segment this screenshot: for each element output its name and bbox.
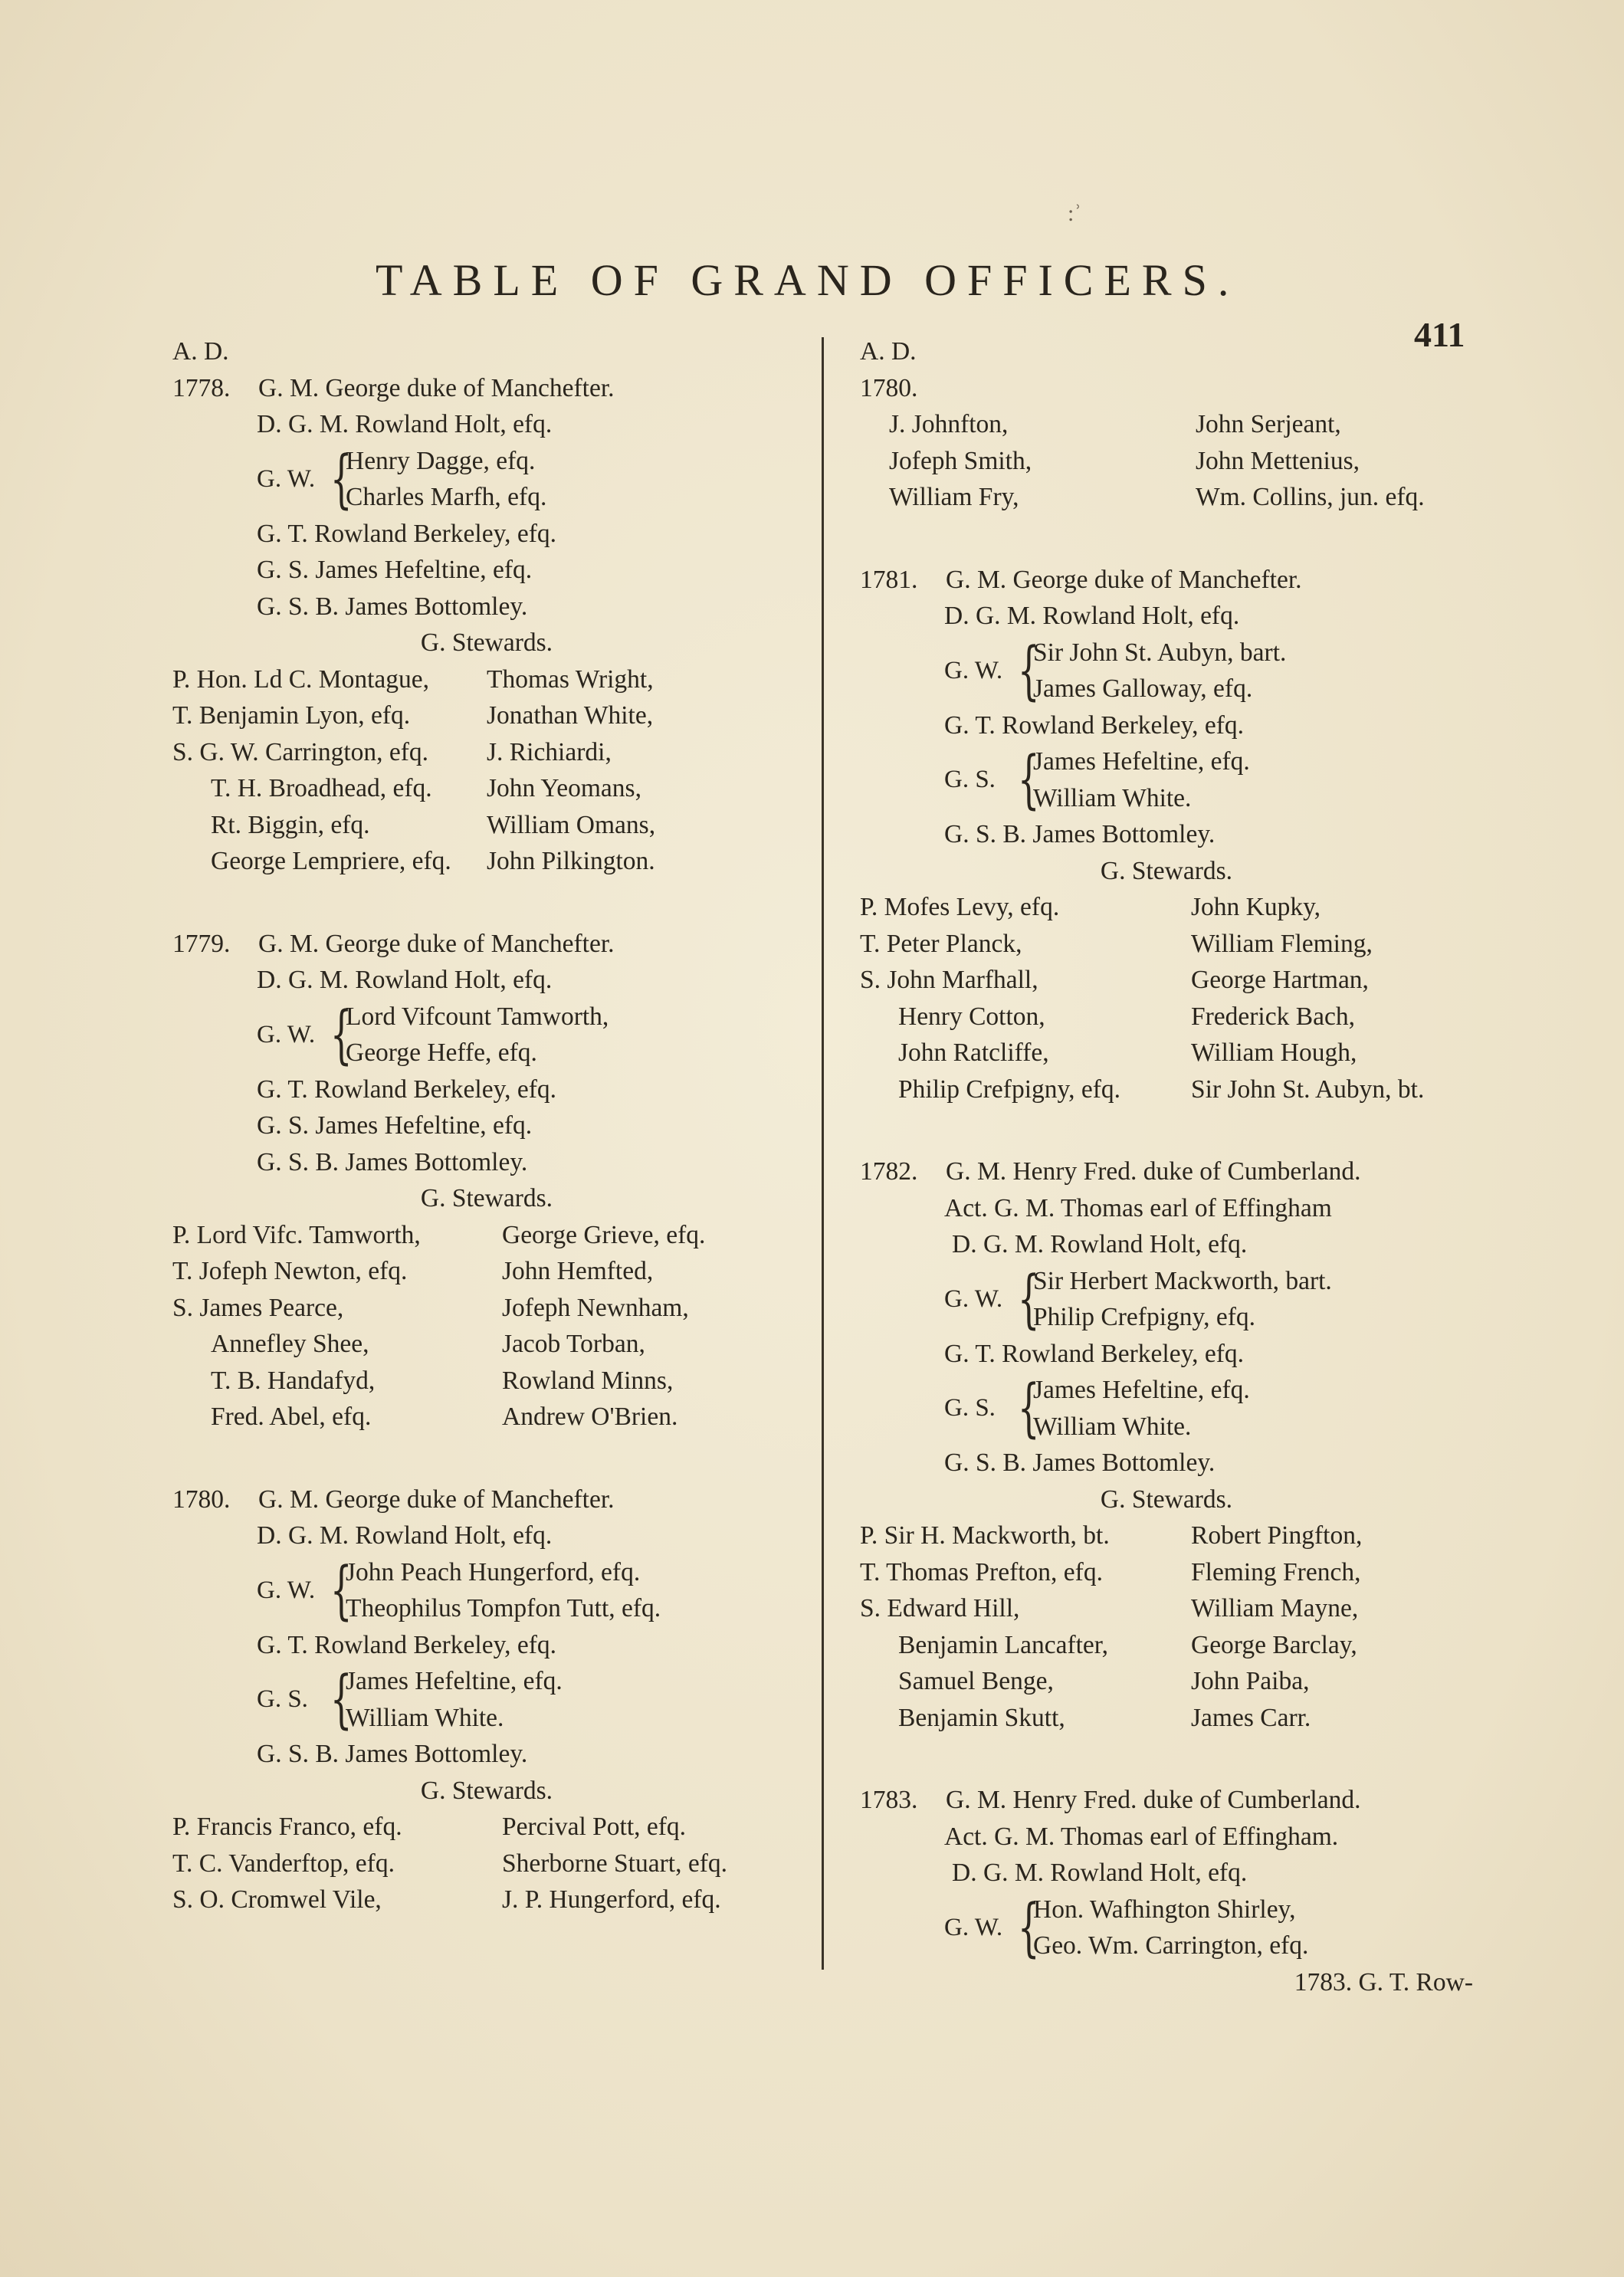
- grand-master: G. M. George duke of Manchefter.: [258, 1485, 615, 1514]
- grand-sword-bearer: G. S. B. James Bottomley.: [257, 592, 528, 621]
- steward: S. John Marfhall,: [860, 966, 1038, 994]
- entry-1782: [860, 1153, 1473, 1736]
- stewards-heading: G. Stewards.: [1100, 1485, 1233, 1514]
- grand-secretary: William White.: [1033, 783, 1192, 812]
- grand-wardens: [860, 635, 1473, 707]
- grand-treasurer: G. T. Rowland Berkeley, efq.: [257, 1075, 557, 1104]
- grand-treasurer: G. T. Rowland Berkeley, efq.: [257, 1630, 557, 1659]
- grand-warden: Hon. Wafhington Shirley,: [1033, 1895, 1296, 1924]
- grand-wardens-label: G. W.: [944, 656, 1003, 684]
- grand-warden: Sir John St. Aubyn, bart.: [1033, 638, 1287, 667]
- entry-1781: [860, 562, 1473, 1108]
- steward: Benjamin Skutt,: [898, 1703, 1065, 1732]
- grand-secretaries-label: G. S.: [944, 766, 996, 793]
- steward: Robert Pingfton,: [1191, 1521, 1363, 1550]
- steward: P. Hon. Ld C. Montague,: [172, 664, 429, 694]
- steward: Andrew O'Brien.: [502, 1403, 678, 1431]
- steward: T. H. Broadhead, efq.: [211, 774, 432, 802]
- grand-secretary: G. S. James Hefeltine, efq.: [257, 556, 533, 584]
- steward: Frederick Bach,: [1191, 1002, 1355, 1031]
- catchword: 1783. G. T. Row-: [1294, 1967, 1473, 1996]
- brace-icon: {: [330, 442, 353, 516]
- steward: Jofeph Smith,: [889, 446, 1032, 475]
- steward: J. P. Hungerford, efq.: [502, 1885, 721, 1914]
- grand-secretary: James Hefeltine, efq.: [1033, 747, 1250, 776]
- steward: George Hartman,: [1191, 966, 1369, 994]
- grand-wardens-label: G. W.: [257, 464, 316, 493]
- stewards-heading: G. Stewards.: [1100, 856, 1233, 885]
- page-mark: :ʾ: [1068, 201, 1082, 226]
- steward: T. Benjamin Lyon, efq.: [172, 701, 411, 730]
- steward: William Mayne,: [1191, 1594, 1359, 1622]
- brace-icon: {: [1017, 1891, 1040, 1964]
- steward: Thomas Wright,: [487, 664, 654, 694]
- grand-wardens: [172, 999, 801, 1071]
- column-divider: [822, 337, 824, 1970]
- grand-warden: John Peach Hungerford, efq.: [346, 1557, 641, 1586]
- deputy-grand-master: D. G. M. Rowland Holt, efq.: [257, 966, 553, 994]
- steward: Samuel Benge,: [898, 1667, 1054, 1695]
- steward: Percival Pott, efq.: [502, 1813, 687, 1841]
- stewards-row: [172, 734, 801, 771]
- grand-master: G. M. George duke of Manchefter.: [258, 929, 615, 958]
- grand-warden: Henry Dagge, efq.: [346, 446, 536, 475]
- grand-secretaries-label: G. S.: [944, 1394, 996, 1422]
- steward: P. Mofes Levy, efq.: [860, 893, 1060, 921]
- grand-warden: Geo. Wm. Carrington, efq.: [1033, 1931, 1309, 1960]
- left-column: [172, 333, 801, 1918]
- steward: William Omans,: [487, 810, 656, 839]
- year-label: 1782.: [860, 1157, 918, 1186]
- steward: George Barclay,: [1191, 1630, 1357, 1659]
- steward: William Hough,: [1191, 1038, 1357, 1067]
- entry-1780: [172, 1481, 801, 1918]
- deputy-grand-master: D. G. M. Rowland Holt, efq.: [257, 1521, 553, 1550]
- deputy-grand-master: D. G. M. Rowland Holt, efq.: [257, 410, 553, 438]
- grand-sword-bearer: G. S. B. James Bottomley.: [257, 1147, 528, 1176]
- steward: Sir John St. Aubyn, bt.: [1191, 1075, 1425, 1104]
- grand-treasurer: G. T. Rowland Berkeley, efq.: [257, 519, 557, 548]
- steward: John Mettenius,: [1196, 446, 1360, 475]
- deputy-grand-master: D. G. M. Rowland Holt, efq.: [952, 1859, 1248, 1887]
- grand-master: G. M. George duke of Manchefter.: [946, 565, 1302, 594]
- stewards-row: [172, 770, 801, 807]
- steward: William Fleming,: [1191, 929, 1373, 958]
- stewards-row: [172, 1290, 801, 1327]
- steward: J. Richiardi,: [487, 737, 612, 766]
- stewards-row: [172, 1846, 801, 1882]
- stewards-row: [860, 1627, 1473, 1664]
- steward: T. B. Handafyd,: [211, 1366, 376, 1395]
- brace-icon: {: [1017, 743, 1040, 816]
- grand-wardens-label: G. W.: [257, 1020, 316, 1048]
- stewards-row: [172, 1253, 801, 1290]
- stewards-heading: G. Stewards.: [420, 1184, 553, 1212]
- grand-wardens: [172, 1554, 801, 1627]
- steward: Philip Crefpigny, efq.: [898, 1075, 1120, 1104]
- steward: John Hemfted,: [502, 1257, 654, 1285]
- grand-secretaries: [172, 1663, 801, 1736]
- acting-grand-master: Act. G. M. Thomas earl of Effingham: [944, 1193, 1332, 1222]
- stewards-row: [860, 1035, 1473, 1071]
- stewards-row: [860, 926, 1473, 963]
- stewards-heading: G. Stewards.: [420, 1776, 553, 1805]
- grand-warden: James Galloway, efq.: [1033, 674, 1253, 703]
- steward: John Pilkington.: [487, 847, 655, 875]
- steward: J. Johnfton,: [889, 410, 1009, 438]
- grand-secretary: William White.: [1033, 1412, 1192, 1441]
- steward: Rowland Minns,: [502, 1366, 674, 1395]
- steward: John Ratcliffe,: [898, 1038, 1049, 1067]
- grand-treasurer: G. T. Rowland Berkeley, efq.: [944, 710, 1245, 740]
- stewards-row: [172, 661, 801, 698]
- grand-secretary: James Hefeltine, efq.: [346, 1667, 563, 1695]
- steward: Jofeph Newnham,: [502, 1293, 689, 1322]
- grand-wardens: [172, 443, 801, 516]
- grand-warden: Charles Marfh, efq.: [346, 483, 547, 511]
- steward: S. O. Cromwel Vile,: [172, 1885, 382, 1914]
- grand-wardens: [860, 1263, 1473, 1336]
- stewards-row: [860, 1071, 1473, 1108]
- stewards-heading: G. Stewards.: [420, 628, 553, 657]
- deputy-grand-master: D. G. M. Rowland Holt, efq.: [952, 1230, 1248, 1258]
- steward: George Grieve, efq.: [502, 1220, 706, 1249]
- steward: Henry Cotton,: [898, 1002, 1045, 1031]
- page-number: 411: [1414, 315, 1465, 354]
- steward: James Carr.: [1191, 1703, 1311, 1732]
- steward: Wm. Collins, jun. efq.: [1196, 483, 1425, 511]
- brace-icon: {: [330, 1663, 353, 1736]
- steward: Jacob Torban,: [502, 1330, 645, 1358]
- entry-1778: [172, 370, 801, 880]
- grand-warden: George Heffe, efq.: [346, 1038, 537, 1067]
- page-title: TABLE OF GRAND OFFICERS.: [376, 255, 1240, 305]
- grand-treasurer: G. T. Rowland Berkeley, efq.: [944, 1339, 1245, 1368]
- steward: Rt. Biggin, efq.: [211, 810, 370, 839]
- steward: S. Edward Hill,: [860, 1594, 1020, 1622]
- year-label: 1780.: [172, 1485, 231, 1514]
- stewards-row: [172, 1363, 801, 1399]
- right-column: [860, 333, 1473, 2000]
- grand-sword-bearer: G. S. B. James Bottomley.: [944, 820, 1216, 848]
- grand-secretaries-label: G. S.: [257, 1685, 308, 1713]
- brace-icon: {: [1017, 1262, 1040, 1336]
- grand-sword-bearer: G. S. B. James Bottomley.: [257, 1740, 528, 1768]
- steward: Benjamin Lancafter,: [898, 1630, 1108, 1659]
- year-label: 1781.: [860, 565, 918, 594]
- stewards-row: [860, 1590, 1473, 1627]
- grand-wardens-label: G. W.: [257, 1576, 316, 1604]
- stewards-row: [172, 1399, 801, 1435]
- steward: P. Lord Vifc. Tamworth,: [172, 1220, 421, 1249]
- ad-heading: A. D.: [172, 337, 229, 366]
- stewards-row: [172, 1809, 801, 1846]
- entry-1783: [860, 1782, 1473, 2000]
- grand-secretary: G. S. James Hefeltine, efq.: [257, 1111, 533, 1140]
- steward: William Fry,: [889, 483, 1019, 511]
- steward: Fleming French,: [1191, 1557, 1361, 1586]
- grand-warden: Theophilus Tompfon Tutt, efq.: [346, 1594, 661, 1622]
- steward: T. C. Vanderftop, efq.: [172, 1849, 395, 1878]
- entry-1780-continued: [860, 370, 1473, 516]
- steward: Sherborne Stuart, efq.: [502, 1849, 727, 1878]
- steward: T. Jofeph Newton, efq.: [172, 1257, 408, 1285]
- grand-wardens-label: G. W.: [944, 1285, 1003, 1313]
- steward: John Kupky,: [1191, 893, 1321, 921]
- stewards-row: [172, 1326, 801, 1363]
- stewards-row: [860, 1663, 1473, 1700]
- grand-master: G. M. Henry Fred. duke of Cumberland.: [946, 1157, 1361, 1186]
- brace-icon: {: [1017, 1372, 1040, 1445]
- steward: T. Thomas Prefton, efq.: [860, 1557, 1103, 1586]
- entry-1779: [172, 926, 801, 1435]
- grand-wardens: [860, 1891, 1473, 1964]
- stewards-row: [172, 807, 801, 844]
- stewards-row: [860, 889, 1473, 926]
- stewards-row: [860, 479, 1473, 516]
- steward: S. G. W. Carrington, efq.: [172, 737, 429, 766]
- grand-master: G. M. Henry Fred. duke of Cumberland.: [946, 1786, 1361, 1814]
- steward: Jonathan White,: [487, 701, 654, 730]
- steward: T. Peter Planck,: [860, 929, 1022, 958]
- grand-secretaries: [860, 1372, 1473, 1445]
- steward: P. Sir H. Mackworth, bt.: [860, 1521, 1110, 1550]
- stewards-row: [860, 443, 1473, 480]
- steward: John Paiba,: [1191, 1667, 1310, 1695]
- steward: John Serjeant,: [1196, 410, 1341, 438]
- year-label: 1779.: [172, 929, 231, 958]
- stewards-row: [860, 962, 1473, 999]
- stewards-row: [860, 999, 1473, 1035]
- acting-grand-master: Act. G. M. Thomas earl of Effingham.: [944, 1822, 1339, 1851]
- grand-sword-bearer: G. S. B. James Bottomley.: [944, 1449, 1216, 1477]
- stewards-row: [860, 406, 1473, 443]
- year-label: 1780.: [860, 373, 918, 402]
- stewards-row: [172, 843, 801, 880]
- grand-wardens-label: G. W.: [944, 1913, 1003, 1941]
- grand-warden: Sir Herbert Mackworth, bart.: [1033, 1266, 1332, 1295]
- grand-secretary: James Hefeltine, efq.: [1033, 1376, 1250, 1404]
- year-label: 1778.: [172, 373, 231, 402]
- steward: P. Francis Franco, efq.: [172, 1813, 402, 1841]
- grand-warden: Lord Vifcount Tamworth,: [346, 1002, 609, 1031]
- brace-icon: {: [330, 998, 353, 1071]
- steward: Fred. Abel, efq.: [211, 1403, 372, 1431]
- grand-master: G. M. George duke of Manchefter.: [258, 373, 615, 402]
- brace-icon: {: [330, 1554, 353, 1627]
- stewards-row: [172, 697, 801, 734]
- stewards-row: [172, 1882, 801, 1918]
- stewards-row: [860, 1517, 1473, 1554]
- ad-heading: A. D.: [860, 337, 917, 366]
- steward: John Yeomans,: [487, 774, 641, 802]
- grand-secretaries: [860, 743, 1473, 816]
- stewards-row: [172, 1217, 801, 1254]
- steward: S. James Pearce,: [172, 1293, 344, 1322]
- stewards-row: [860, 1700, 1473, 1737]
- stewards-row: [860, 1554, 1473, 1591]
- grand-secretary: William White.: [346, 1703, 504, 1732]
- grand-warden: Philip Crefpigny, efq.: [1033, 1303, 1255, 1331]
- year-label: 1783.: [860, 1786, 918, 1814]
- deputy-grand-master: D. G. M. Rowland Holt, efq.: [944, 602, 1240, 630]
- steward: Annefley Shee,: [211, 1330, 369, 1358]
- brace-icon: {: [1017, 634, 1040, 707]
- steward: George Lempriere, efq.: [211, 847, 451, 875]
